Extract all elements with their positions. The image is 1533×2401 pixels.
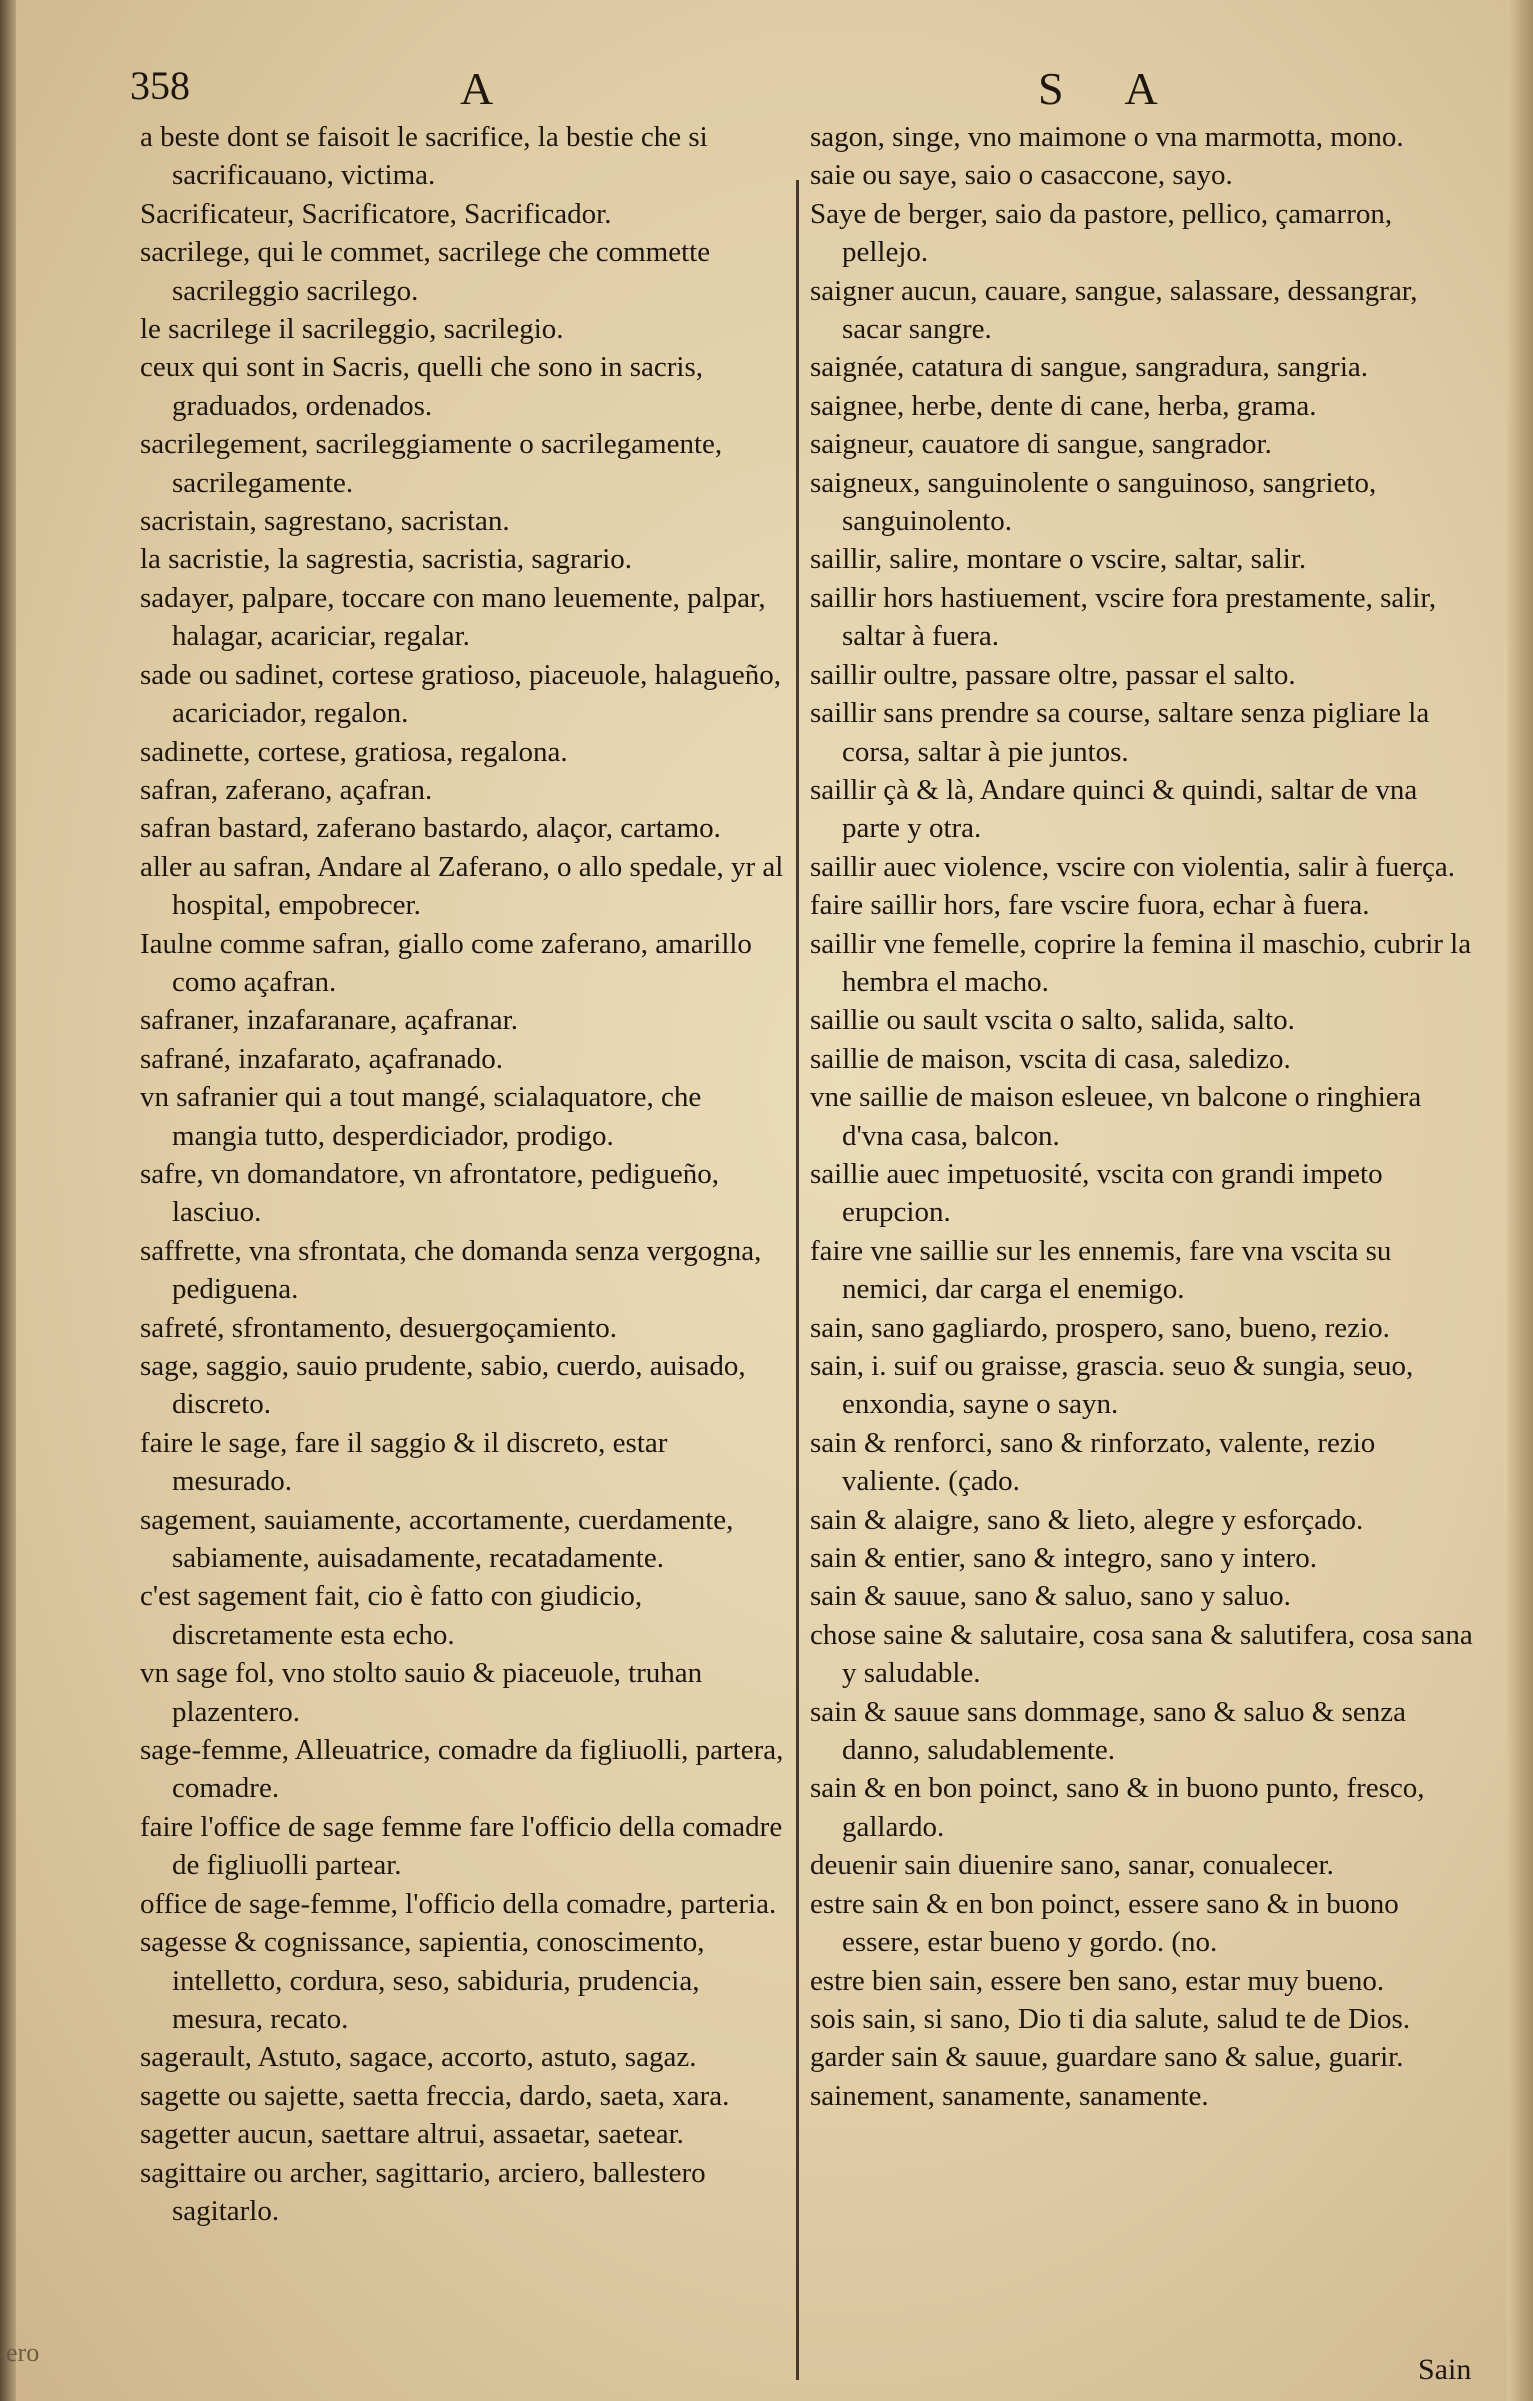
dictionary-entry: vn safranier qui a tout mangé, scialaquatore, che mangia tutto, desperdiciador, prodigo.	[140, 1081, 702, 1152]
dictionary-entry: safran, zaferano, açafran.	[140, 773, 433, 806]
dictionary-entry: sain, sano gagliardo, prospero, sano, bueno, rezio.	[810, 1311, 1390, 1344]
dictionary-entry: deuenir sain diuenire sano, sanar, conualecer.	[810, 1849, 1334, 1882]
dictionary-entry: sain & renforci, sano & rinforzato, valente, rezio valiente. (çado.	[810, 1426, 1376, 1498]
dictionary-entry: la sacristie, la sagrestia, sacristia, sagrario.	[140, 543, 632, 576]
margin-fragment: ero	[6, 2338, 40, 2367]
dictionary-entry: le sacrilege il sacrileggio, sacrilegio.	[140, 313, 564, 346]
dictionary-entry: saigner aucun, cauare, sangue, salassare, dessangrar, sacar sangre.	[810, 274, 1418, 346]
dictionary-entry: sacristain, sagrestano, sacristan.	[140, 505, 510, 538]
dictionary-entry: office de sage-femme, l'officio della comadre, parteria.	[140, 1887, 777, 1920]
dictionary-entry: a beste dont se faisoit le sacrifice, la bestie che si sacrificauano, victima.	[140, 121, 708, 192]
dictionary-entry: sainement, sanamente, sanamente.	[810, 2079, 1209, 2112]
dictionary-entry: sain, i. suif ou graisse, grascia. seuo & sungia, seuo, enxondia, sayne o sayn.	[810, 1350, 1414, 1421]
dictionary-entry: faire vne saillie sur les ennemis, fare vna vscita su nemici, dar carga el enemigo.	[810, 1234, 1392, 1306]
dictionary-entry: garder sain & sauue, guardare sano & salue, guarir.	[810, 2041, 1404, 2074]
dictionary-entry: sagon, singe, vno maimone o vna marmotta, mono.	[810, 121, 1404, 153]
column-rule	[796, 180, 799, 2380]
dictionary-entry: ceux qui sont in Sacris, quelli che sono in sacris, graduados, ordenados.	[140, 351, 703, 422]
dictionary-entry: safrané, inzafarato, açafranado.	[140, 1042, 504, 1075]
dictionary-entry: estre sain & en bon poinct, essere sano & in buono essere, estar bueno y gordo. (no.	[810, 1887, 1399, 1959]
dictionary-entry: sois sain, si sano, Dio ti dia salute, salud te de Dios.	[810, 2002, 1411, 2035]
dictionary-entry: saigneux, sanguinolente o sanguinoso, sangrieto, sanguinolento.	[810, 466, 1377, 538]
dictionary-entry: saillir oultre, passare oltre, passar el salto.	[810, 658, 1296, 691]
dictionary-entry: saignee, herbe, dente di cane, herba, grama.	[810, 389, 1317, 422]
dictionary-entry: sagetter aucun, saettare altrui, assaetar, saetear.	[140, 2118, 684, 2151]
dictionary-entry: aller au safran, Andare al Zaferano, o allo spedale, yr al hospital, empobrecer.	[140, 850, 784, 922]
dictionary-entry: sagittaire ou archer, sagittario, arciero, ballestero sagitarlo.	[140, 2156, 706, 2227]
dictionary-entry: sage-femme, Alleuatrice, comadre da figliuolli, partera, comadre.	[140, 1734, 784, 1805]
dictionary-entry: sagesse & cognissance, sapientia, conoscimento, intelletto, cordura, seso, sabiduria, prudencia, mesura, recato.	[140, 1926, 705, 2035]
dictionary-entry: sain & entier, sano & integro, sano y intero.	[810, 1542, 1318, 1575]
dictionary-entry: sain & en bon poinct, sano & in buono punto, fresco, gallardo.	[810, 1772, 1425, 1843]
dictionary-entry: vne saillie de maison esleuee, vn balcone o ringhiera d'vna casa, balcon.	[810, 1081, 1422, 1152]
dictionary-entry: sacrilege, qui le commet, sacrilege che commette sacrileggio sacrilego.	[140, 236, 711, 307]
dictionary-entry: faire le sage, fare il saggio & il discreto, estar mesurado.	[140, 1426, 668, 1498]
dictionary-entry: saie ou saye, saio o casaccone, sayo.	[810, 159, 1233, 192]
dictionary-entry: chose saine & salutaire, cosa sana & salutifera, cosa sana y saludable.	[810, 1618, 1473, 1690]
dictionary-entry: faire l'office de sage femme fare l'officio della comadre de figliuolli partear.	[140, 1810, 783, 1882]
dictionary-entry: safraner, inzafaranare, açafranar.	[140, 1004, 518, 1037]
dictionary-entry: saillie de maison, vscita di casa, saledizo.	[810, 1042, 1291, 1075]
dictionary-entry: Saye de berger, saio da pastore, pellico, çamarron, pellejo.	[810, 197, 1393, 269]
dictionary-entry: c'est sagement fait, cio è fatto con giudicio, discretamente esta echo.	[140, 1580, 643, 1651]
dictionary-entry: vn sage fol, vno stolto sauio & piaceuole, truhan plazentero.	[140, 1657, 703, 1728]
dictionary-entry: sagette ou sajette, saetta freccia, dardo, saeta, xara.	[140, 2079, 730, 2112]
dictionary-entry: saillir auec violence, vscire con violentia, salir à fuerça.	[810, 850, 1455, 883]
left-column	[140, 118, 792, 2230]
dictionary-entry: Sacrificateur, Sacrificatore, Sacrificador.	[140, 197, 612, 230]
dictionary-entry: safran bastard, zaferano bastardo, alaçor, cartamo.	[140, 812, 721, 845]
right-column	[810, 118, 1478, 2115]
dictionary-entry: saillir, salire, montare o vscire, saltar, salir.	[810, 543, 1307, 576]
dictionary-entry: Iaulne comme safran, giallo come zaferano, amarillo como açafran.	[140, 927, 752, 998]
dictionary-entry: sade ou sadinet, cortese gratioso, piaceuole, halagueño, acariciador, regalon.	[140, 658, 781, 730]
dictionary-entry: sadayer, palpare, toccare con mano leuemente, palpar, halagar, acariciar, regalar.	[140, 581, 766, 653]
dictionary-entry: sage, saggio, sauio prudente, sabio, cuerdo, auisado, discreto.	[140, 1350, 746, 1421]
binding-shadow	[0, 0, 16, 2401]
dictionary-entry: faire saillir hors, fare vscire fuora, echar à fuera.	[810, 889, 1370, 922]
dictionary-entry: saillie ou sault vscita o salto, salida, salto.	[810, 1004, 1295, 1037]
dictionary-entry: saillir vne femelle, coprire la femina il maschio, cubrir la hembra el macho.	[810, 927, 1472, 998]
dictionary-entry: saigneur, cauatore di sangue, sangrador.	[810, 428, 1272, 461]
dictionary-entry: sacrilegement, sacrileggiamente o sacrilegamente, sacrilegamente.	[140, 428, 723, 499]
catchword: Sain	[1418, 2353, 1472, 2386]
right-column-heading: S A	[1038, 63, 1184, 114]
dictionary-entry: sagement, sauiamente, accortamente, cuerdamente, sabiamente, auisadamente, recatadamente.	[140, 1503, 734, 1575]
dictionary-entry: saillir hors hastiuement, vscire fora prestamente, salir, saltar à fuera.	[810, 581, 1437, 653]
dictionary-entry: saillir çà & là, Andare quinci & quindi, saltar de vna parte y otra.	[810, 773, 1418, 845]
left-column-heading: A	[460, 63, 494, 114]
dictionary-entry: saffrette, vna sfrontata, che domanda senza vergogna, pediguena.	[140, 1234, 762, 1306]
dictionary-entry: saillie auec impetuosité, vscita con grandi impeto erupcion.	[810, 1157, 1383, 1229]
running-header	[130, 62, 1493, 112]
dictionary-entry: safreté, sfrontamento, desuergoçamiento.	[140, 1311, 617, 1344]
dictionary-entry: saignée, catatura di sangue, sangradura, sangria.	[810, 351, 1369, 384]
dictionary-entry: sain & sauue sans dommage, sano & saluo & senza danno, saludablemente.	[810, 1695, 1406, 1767]
dictionary-entry: sain & alaigre, sano & lieto, alegre y esforçado.	[810, 1503, 1364, 1536]
page-edge	[1507, 0, 1533, 2401]
dictionary-entry: safre, vn domandatore, vn afrontatore, pedigueño, lasciuo.	[140, 1157, 719, 1229]
dictionary-entry: saillir sans prendre sa course, saltare senza pigliare la corsa, saltar à pie juntos.	[810, 697, 1430, 768]
dictionary-entry: sagerault, Astuto, sagace, accorto, astuto, sagaz.	[140, 2041, 697, 2074]
dictionary-entry: estre bien sain, essere ben sano, estar muy bueno.	[810, 1964, 1385, 1997]
dictionary-entry: sadinette, cortese, gratiosa, regalona.	[140, 735, 568, 768]
dictionary-entry: sain & sauue, sano & saluo, sano y saluo.	[810, 1580, 1291, 1613]
page-number: 358	[130, 63, 190, 108]
